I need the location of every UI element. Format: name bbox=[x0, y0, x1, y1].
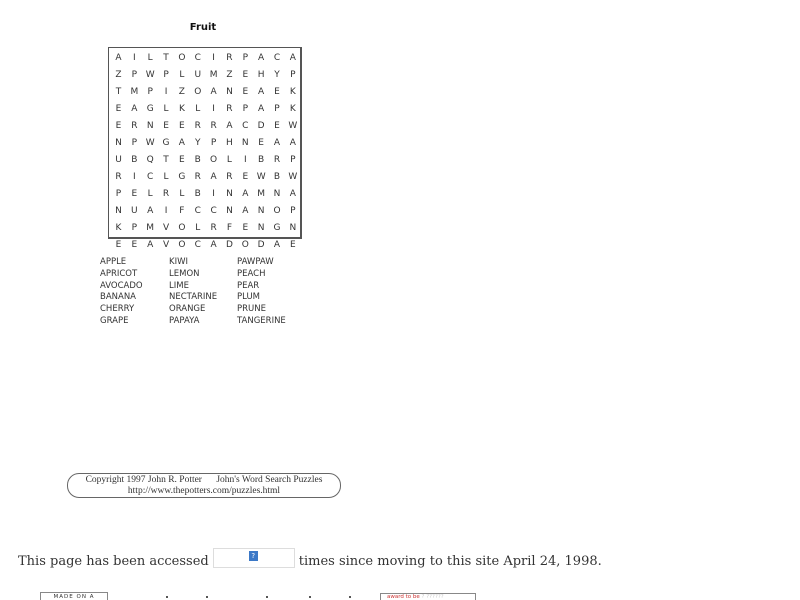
grid-letter: N bbox=[257, 206, 265, 216]
grid-letter: F bbox=[179, 206, 185, 216]
grid-letter: A bbox=[289, 53, 296, 63]
grid-letter: U bbox=[194, 70, 202, 80]
grid-letter: A bbox=[258, 87, 265, 97]
grid-letter: W bbox=[145, 70, 155, 80]
grid-letter: B bbox=[131, 155, 138, 165]
grid-letter: M bbox=[130, 87, 139, 97]
decorative-image-icon bbox=[347, 591, 353, 595]
hit-counter-image bbox=[213, 548, 295, 568]
word-list-item: KIWI bbox=[169, 257, 188, 267]
word-list-item: LEMON bbox=[169, 268, 200, 279]
word-list-column bbox=[169, 257, 217, 328]
decorative-image-icon bbox=[307, 591, 313, 595]
grid-row bbox=[109, 50, 300, 67]
grid-letter: K bbox=[178, 104, 185, 114]
grid-letter: M bbox=[146, 223, 155, 233]
copyright-owner: Copyright 1997 John R. Potter bbox=[85, 475, 202, 485]
grid-letter: A bbox=[258, 104, 265, 114]
grid-row bbox=[109, 220, 300, 237]
word-list-item: APPLE bbox=[100, 257, 127, 267]
copyright-banner[interactable] bbox=[67, 473, 341, 498]
grid-letter: E bbox=[242, 172, 249, 182]
grid-letter: Y bbox=[274, 70, 280, 80]
grid-letter: Y bbox=[195, 138, 201, 148]
grid-letter: C bbox=[147, 172, 154, 182]
grid-letter: E bbox=[274, 87, 280, 97]
grid-letter: A bbox=[289, 189, 296, 199]
grid-letter: F bbox=[226, 223, 233, 233]
grid-letter: H bbox=[257, 70, 265, 80]
grid-letter: R bbox=[226, 53, 233, 63]
decorative-image-icon bbox=[164, 591, 170, 595]
grid-letter: P bbox=[131, 70, 138, 80]
word-list-item: PLUM bbox=[237, 292, 260, 303]
word-list-item: BANANA bbox=[100, 292, 136, 303]
grid-letter: E bbox=[258, 138, 264, 148]
grid-letter: P bbox=[290, 70, 296, 80]
grid-letter: R bbox=[210, 223, 217, 233]
grid-letter: R bbox=[210, 121, 217, 131]
counter-suffix: times since moving to this site April 24, 1998. bbox=[298, 553, 602, 569]
grid-letter: E bbox=[274, 121, 280, 131]
grid-letter: P bbox=[242, 53, 249, 63]
grid-letter: G bbox=[146, 104, 154, 114]
grid-letter: T bbox=[163, 155, 169, 165]
grid-letter: G bbox=[273, 223, 281, 233]
grid-letter: Z bbox=[115, 70, 122, 80]
grid-letter: O bbox=[210, 155, 218, 165]
grid-letter: P bbox=[163, 70, 169, 80]
grid-letter: E bbox=[242, 70, 249, 80]
grid-letter: C bbox=[194, 240, 201, 250]
copyright-site-name: John's Word Search Puzzles bbox=[216, 475, 323, 485]
word-list-item: PAWPAW bbox=[237, 257, 274, 267]
word-list-item: AVOCADO bbox=[100, 280, 143, 291]
grid-letter: T bbox=[115, 87, 122, 97]
word-list-column bbox=[100, 257, 143, 328]
grid-letter: E bbox=[115, 240, 122, 250]
grid-letter: A bbox=[226, 121, 233, 131]
decorative-image-icon bbox=[204, 591, 210, 595]
grid-letter: O bbox=[178, 223, 186, 233]
grid-letter: A bbox=[147, 206, 154, 216]
grid-letter: E bbox=[131, 189, 138, 199]
grid-letter: A bbox=[210, 240, 217, 250]
grid-letter: A bbox=[178, 138, 185, 148]
grid-letter: R bbox=[162, 189, 170, 199]
broken-image-icon: ? bbox=[249, 551, 258, 561]
grid-letter: A bbox=[242, 206, 249, 216]
grid-letter: P bbox=[274, 104, 280, 114]
word-list-item: LIME bbox=[169, 280, 189, 291]
grid-letter: A bbox=[273, 138, 281, 148]
grid-letter: O bbox=[178, 53, 186, 63]
grid-letter: Z bbox=[178, 87, 185, 97]
grid-letter: P bbox=[290, 155, 296, 165]
grid-letter: N bbox=[241, 138, 249, 148]
grid-letter: O bbox=[241, 240, 249, 250]
grid-letter: I bbox=[212, 104, 215, 114]
grid-row bbox=[109, 152, 300, 169]
word-search-grid bbox=[108, 47, 302, 250]
grid-letter: U bbox=[115, 155, 122, 165]
word-list-item: APRICOT bbox=[100, 268, 138, 279]
grid-letter: M bbox=[257, 189, 266, 199]
grid-letter: N bbox=[146, 121, 154, 131]
grid-letter: R bbox=[194, 172, 201, 182]
grid-letter: I bbox=[212, 189, 215, 199]
grid-letter: R bbox=[115, 172, 122, 182]
grid-letter: N bbox=[257, 223, 265, 233]
grid-letter: L bbox=[195, 223, 201, 233]
grid-letter: L bbox=[226, 155, 232, 165]
grid-letter: E bbox=[179, 121, 185, 131]
grid-letter: O bbox=[178, 240, 186, 250]
word-list-item: CHERRY bbox=[100, 304, 135, 315]
grid-letter: B bbox=[273, 172, 281, 182]
grid-row bbox=[109, 203, 300, 220]
grid-letter: E bbox=[131, 240, 138, 250]
counter-prefix: This page has been accessed bbox=[18, 553, 209, 569]
grid-letter: P bbox=[131, 223, 138, 233]
grid-letter: N bbox=[115, 138, 122, 148]
word-list-item: TANGERINE bbox=[237, 315, 286, 326]
grid-letter: C bbox=[194, 53, 201, 63]
copyright-url[interactable]: http://www.thepotters.com/puzzles.html bbox=[127, 486, 281, 496]
grid-letter: B bbox=[194, 189, 201, 199]
grid-row bbox=[109, 84, 300, 101]
grid-letter: D bbox=[257, 240, 265, 250]
grid-letter: T bbox=[163, 53, 169, 63]
grid-letter: K bbox=[115, 223, 122, 233]
grid-letter: P bbox=[242, 104, 249, 114]
grid-letter: W bbox=[256, 172, 266, 182]
grid-letter: C bbox=[242, 121, 249, 131]
grid-letter: P bbox=[147, 87, 153, 97]
grid-letter: I bbox=[243, 155, 247, 165]
grid-letter: E bbox=[179, 155, 185, 165]
word-list-item: ORANGE bbox=[169, 304, 206, 315]
grid-letter: P bbox=[290, 206, 296, 216]
made-on-a-badge[interactable]: MADE ON A bbox=[40, 592, 108, 600]
decorative-image-icon bbox=[264, 591, 270, 595]
grid-letter: A bbox=[115, 53, 122, 63]
grid-letter: A bbox=[210, 172, 217, 182]
grid-letter: E bbox=[242, 87, 249, 97]
grid-letter: I bbox=[133, 172, 136, 182]
grid-letter: A bbox=[210, 87, 217, 97]
grid-letter: P bbox=[210, 138, 217, 148]
grid-letter: E bbox=[242, 223, 249, 233]
grid-letter: E bbox=[290, 240, 296, 250]
grid-letter: O bbox=[194, 87, 202, 97]
grid-letter: N bbox=[226, 87, 233, 97]
grid-letter: I bbox=[164, 87, 168, 97]
grid-letter: L bbox=[147, 53, 153, 63]
grid-letter: P bbox=[115, 189, 122, 199]
grid-letter: C bbox=[273, 53, 281, 63]
grid-row bbox=[109, 118, 300, 135]
grid-letter: E bbox=[163, 121, 169, 131]
puzzle-title: Fruit bbox=[189, 22, 217, 33]
award-badge-label: award to be bbox=[387, 594, 420, 600]
word-list-item: NECTARINE bbox=[169, 292, 218, 303]
grid-letter: A bbox=[289, 138, 296, 148]
word-list-item: PRUNE bbox=[237, 304, 266, 315]
grid-letter: R bbox=[194, 121, 201, 131]
grid-letter: N bbox=[115, 206, 122, 216]
grid-letter: L bbox=[195, 104, 201, 114]
grid-letter: D bbox=[225, 240, 233, 250]
grid-letter: H bbox=[226, 138, 233, 148]
grid-letter: R bbox=[226, 104, 233, 114]
grid-letter: C bbox=[210, 206, 217, 216]
grid-letter: K bbox=[289, 87, 296, 97]
grid-letter: N bbox=[273, 189, 281, 199]
access-counter-line bbox=[18, 551, 602, 571]
grid-letter: L bbox=[147, 189, 153, 199]
grid-row bbox=[109, 186, 300, 203]
grid-letter: W bbox=[145, 138, 155, 148]
grid-letter: R bbox=[226, 172, 233, 182]
grid-letter: L bbox=[163, 172, 169, 182]
grid-row bbox=[109, 237, 300, 254]
grid-letter: M bbox=[209, 70, 218, 80]
grid-letter: B bbox=[194, 155, 201, 165]
grid-letter: O bbox=[273, 206, 281, 216]
word-list-item: GRAPE bbox=[100, 315, 129, 326]
word-list-item: PEACH bbox=[237, 268, 266, 279]
grid-row bbox=[109, 101, 300, 118]
award-badge-faint-text: ? ?????? bbox=[421, 594, 444, 600]
word-list-item: PAPAYA bbox=[169, 315, 200, 326]
grid-letter: E bbox=[115, 104, 122, 114]
grid-letter: A bbox=[258, 53, 265, 63]
grid-letter: I bbox=[212, 53, 215, 63]
grid-letter: V bbox=[162, 240, 170, 250]
grid-row bbox=[109, 67, 300, 84]
grid-letter: L bbox=[179, 189, 185, 199]
grid-letter: L bbox=[179, 70, 185, 80]
grid-letter: V bbox=[162, 223, 170, 233]
grid-letter: Q bbox=[146, 155, 154, 165]
grid-letter: W bbox=[288, 121, 298, 131]
grid-letter: A bbox=[242, 189, 249, 199]
word-list-item: PEAR bbox=[237, 280, 260, 291]
grid-letter: A bbox=[131, 104, 138, 114]
grid-letter: Z bbox=[226, 70, 233, 80]
grid-letter: R bbox=[131, 121, 138, 131]
grid-letter: N bbox=[289, 223, 297, 233]
grid-letter: G bbox=[162, 138, 170, 148]
grid-letter: I bbox=[164, 206, 168, 216]
grid-letter: D bbox=[257, 121, 265, 131]
grid-letter: U bbox=[131, 206, 138, 216]
grid-letter: G bbox=[178, 172, 186, 182]
grid-row bbox=[109, 169, 300, 186]
grid-letter: L bbox=[163, 104, 169, 114]
grid-letter: C bbox=[194, 206, 201, 216]
grid-letter: K bbox=[289, 104, 296, 114]
grid-row bbox=[109, 135, 300, 152]
grid-letter: R bbox=[273, 155, 281, 165]
grid-letter: A bbox=[273, 240, 281, 250]
grid-letter: A bbox=[147, 240, 154, 250]
grid-letter: N bbox=[226, 206, 233, 216]
grid-letter: N bbox=[226, 189, 233, 199]
grid-letter: E bbox=[115, 121, 122, 131]
grid-letter: P bbox=[131, 138, 138, 148]
grid-letter: I bbox=[133, 53, 136, 63]
word-list-column bbox=[237, 257, 286, 328]
award-badge[interactable] bbox=[380, 593, 476, 600]
grid-letter: B bbox=[258, 155, 265, 165]
grid-letter: W bbox=[288, 172, 298, 182]
